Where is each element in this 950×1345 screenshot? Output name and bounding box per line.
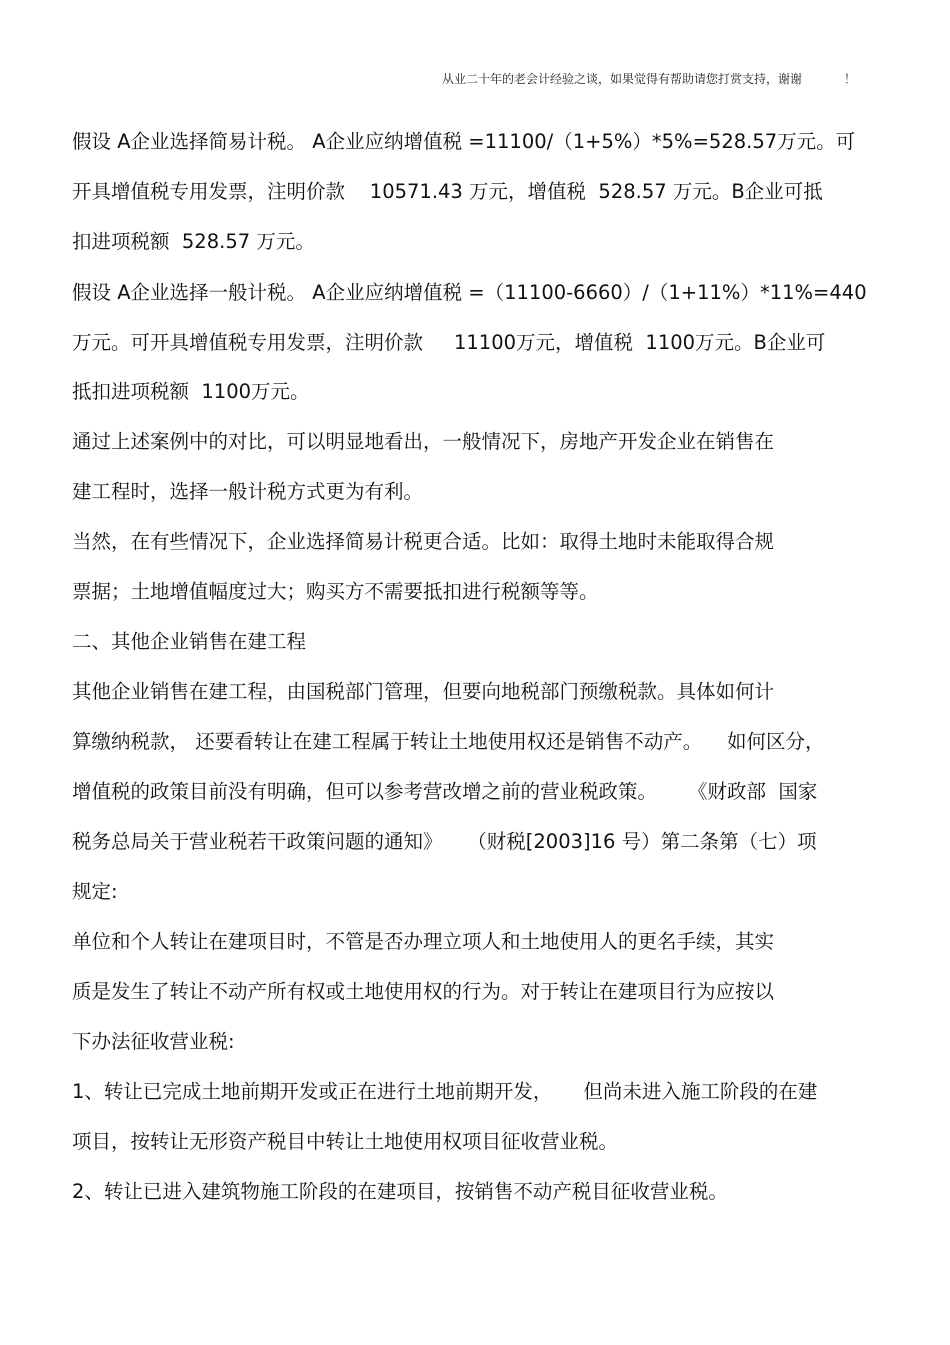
paragraph-line: 单位和个人转让在建项目时，不管是否办理立项人和土地使用人的更名手续，其实 [72, 930, 775, 953]
paragraph-line: 算缴纳税款， 还要看转让在建工程属于转让土地使用权还是销售不动产。 如何区分， [72, 730, 825, 753]
paragraph-line: 当然，在有些情况下，企业选择简易计税更合适。比如：取得土地时未能取得合规 [72, 530, 775, 553]
paragraph-line: 开具增值税专用发票，注明价款 10571.43 万元，增值税 528.57 万元。B企业可抵 [72, 180, 823, 203]
list-item: 1、转让已完成土地前期开发或正在进行土地前期开发， 但尚未进入施工阶段的在建 [72, 1080, 818, 1103]
paragraph-line: 假设 A企业选择一般计税。 A企业应纳增值税 =（11100-6660）/（1+11%）*11%=440 [72, 281, 867, 304]
page-header-note: 从业二十年的老会计经验之谈，如果觉得有帮助请您打赏支持，谢谢 ！ [442, 72, 856, 86]
paragraph-line: 万元。可开具增值税专用发票，注明价款 11100万元，增值税 1100万元。B企业可 [72, 331, 826, 354]
list-item: 项目，按转让无形资产税目中转让土地使用权项目征收营业税。 [72, 1130, 619, 1153]
paragraph-line: 规定: [72, 880, 118, 903]
paragraph-line: 其他企业销售在建工程，由国税部门管理，但要向地税部门预缴税款。具体如何计 [72, 680, 775, 703]
paragraph-line: 假设 A企业选择简易计税。 A企业应纳增值税 =11100/（1+5%）*5%=528.57万元。可 [72, 130, 856, 153]
paragraph-line: 建工程时，选择一般计税方式更为有利。 [72, 480, 424, 503]
paragraph-line: 下办法征收营业税: [72, 1030, 235, 1053]
paragraph-line: 增值税的政策目前没有明确，但可以参考营改增之前的营业税政策。 《财政部 国家 [72, 780, 818, 803]
paragraph-line: 抵扣进项税额 1100万元。 [72, 380, 310, 403]
section-heading: 二、其他企业销售在建工程 [72, 630, 307, 653]
paragraph-line: 通过上述案例中的对比，可以明显地看出，一般情况下，房地产开发企业在销售在 [72, 430, 775, 453]
paragraph-line: 税务总局关于营业税若干政策问题的通知》 （财税[2003]16 号）第二条第（七）项 [72, 830, 817, 853]
paragraph-line: 质是发生了转让不动产所有权或土地使用权的行为。对于转让在建项目行为应按以 [72, 980, 775, 1003]
paragraph-line: 票据；土地增值幅度过大；购买方不需要抵扣进行税额等等。 [72, 580, 599, 603]
paragraph-line: 扣进项税额 528.57 万元。 [72, 230, 315, 253]
list-item: 2、转让已进入建筑物施工阶段的在建项目，按销售不动产税目征收营业税。 [72, 1180, 728, 1203]
